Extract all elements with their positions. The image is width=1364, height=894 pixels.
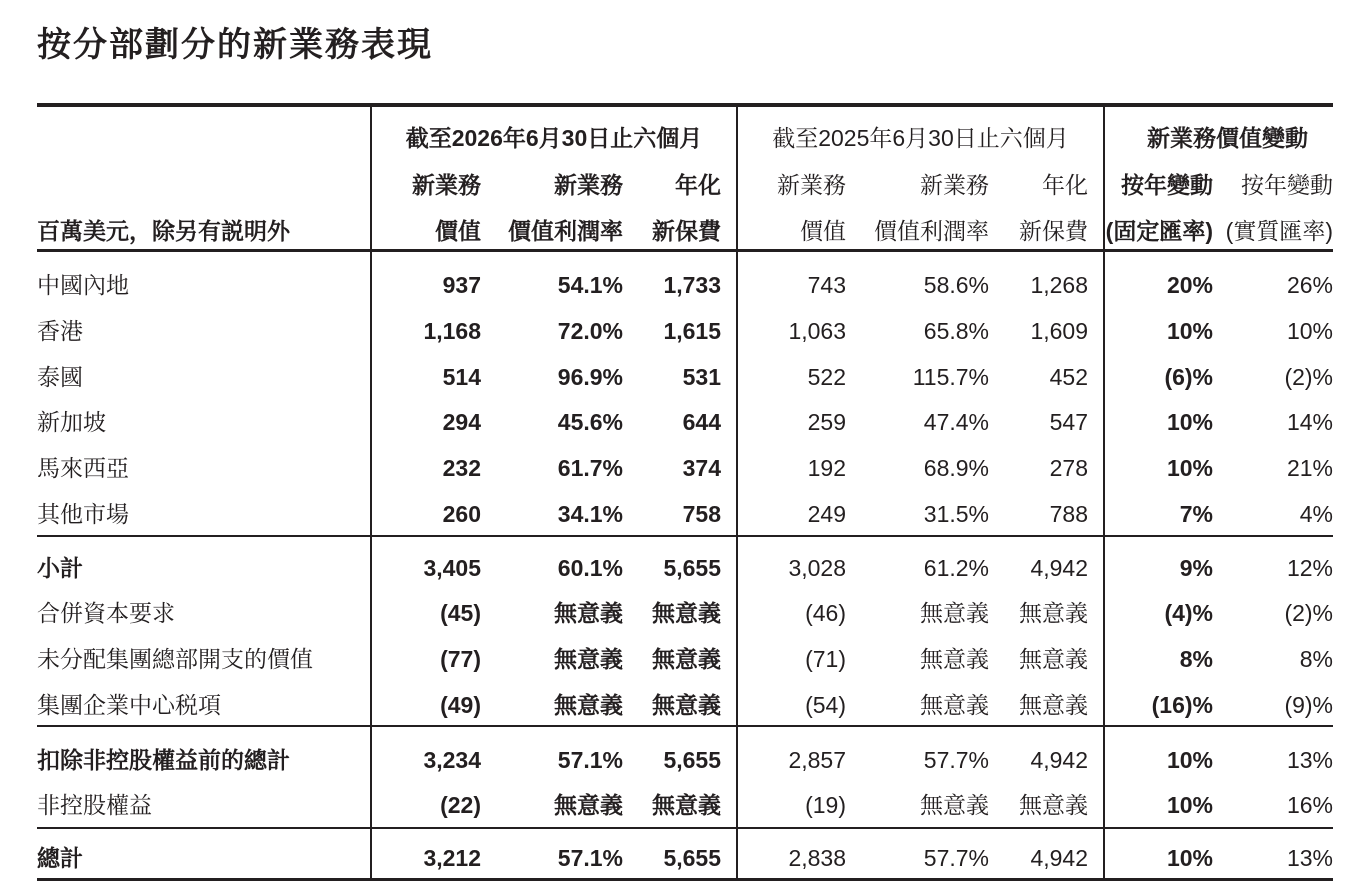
nbv-margin-2026-header-sub: 價值利潤率 [508, 218, 623, 244]
change-actual-fx-cell: 8% [1299, 646, 1333, 672]
apeo-2026-cell: 無意義 [652, 600, 721, 626]
nbv-margin-2025-cell: 47.4% [923, 409, 989, 435]
nbv-margin-2026-cell: 34.1% [557, 501, 623, 527]
nbv-2025-cell: 249 [807, 501, 846, 527]
apeo-2026-cell: 無意義 [652, 646, 721, 672]
change-constant-fx-cell: 10% [1166, 409, 1213, 435]
page-title: 按分部劃分的新業務表現 [37, 26, 433, 64]
apeo-2025-header: 年化 [1042, 172, 1088, 198]
nbv-margin-2025-cell: 65.8% [923, 318, 989, 344]
nbv-2026-cell: 1,168 [423, 318, 481, 344]
apeo-2026-cell: 374 [682, 455, 721, 481]
change-actual-fx-cell: (9)% [1284, 692, 1333, 718]
apeo-2025-cell: 1,268 [1030, 272, 1088, 298]
nbv-2025-cell: (19) [805, 792, 846, 818]
apeo-2025-cell: 547 [1049, 409, 1088, 435]
apeo-2025-cell: 無意義 [1019, 692, 1088, 718]
change-constant-fx-cell: 10% [1166, 455, 1213, 481]
change-constant-fx-cell: 7% [1179, 501, 1213, 527]
row-label: 總計 [37, 845, 83, 871]
row-label: 香港 [37, 318, 83, 344]
nbv-2026-header-sub: 價值 [435, 218, 481, 244]
nbv-margin-2025-cell: 無意義 [920, 646, 989, 672]
nbv-2026-cell: 937 [442, 272, 481, 298]
apeo-2026-cell: 5,655 [663, 747, 721, 773]
nbv-margin-2026-cell: 無意義 [554, 600, 623, 626]
change-actual-fx-cell: 16% [1286, 792, 1333, 818]
nbv-2026-cell: (49) [440, 692, 481, 718]
change-constant-fx-cell: 10% [1166, 845, 1213, 871]
nbv-2026-header: 新業務 [412, 172, 481, 198]
change-actual-fx-cell: 4% [1299, 501, 1333, 527]
change-constant-fx-cell: (6)% [1164, 364, 1213, 390]
change-constant-fx-cell: (16)% [1151, 692, 1213, 718]
nbv-2025-cell: (71) [805, 646, 846, 672]
table-row [37, 688, 1333, 722]
period-2025-header: 截至2025年6月30日止六個月 [772, 125, 1069, 151]
nbv-margin-2025-cell: 58.6% [923, 272, 989, 298]
change-constant-fx-header: 按年變動 [1121, 172, 1213, 198]
apeo-2026-cell: 644 [682, 409, 721, 435]
nbv-margin-2026-cell: 無意義 [554, 692, 623, 718]
row-label: 馬來西亞 [37, 455, 129, 481]
apeo-2025-cell: 無意義 [1019, 646, 1088, 672]
period-2026-header: 截至2026年6月30日止六個月 [405, 125, 703, 151]
nbv-2026-cell: 232 [442, 455, 481, 481]
apeo-2025-cell: 788 [1049, 501, 1088, 527]
change-actual-fx-cell: 21% [1286, 455, 1333, 481]
change-constant-fx-cell: 9% [1179, 555, 1213, 581]
apeo-2025-cell: 4,942 [1030, 747, 1088, 773]
change-actual-fx-cell: 26% [1286, 272, 1333, 298]
table-row [37, 314, 1333, 348]
nbv-2025-cell: (46) [805, 600, 846, 626]
nbv-2025-header-sub: 價值 [800, 218, 846, 244]
nbv-2025-cell: 3,028 [788, 555, 846, 581]
nbv-margin-2026-cell: 57.1% [557, 747, 623, 773]
apeo-2025-cell: 無意義 [1019, 600, 1088, 626]
apeo-2025-cell: 4,942 [1030, 555, 1088, 581]
nbv-2025-cell: 2,838 [788, 845, 846, 871]
apeo-2025-cell: 278 [1049, 455, 1088, 481]
nbv-2026-cell: 260 [442, 501, 481, 527]
change-actual-fx-header: 按年變動 [1241, 172, 1333, 198]
header-row-line2 [37, 214, 1333, 248]
nbv-margin-2026-cell: 61.7% [557, 455, 623, 481]
change-constant-fx-cell: 10% [1166, 318, 1213, 344]
apeo-2026-cell: 531 [682, 364, 721, 390]
row-label: 小計 [37, 555, 83, 581]
row-label: 中國內地 [37, 272, 129, 298]
nbv-margin-2025-cell: 無意義 [920, 692, 989, 718]
nbv-margin-2026-cell: 無意義 [554, 646, 623, 672]
apeo-2025-cell: 無意義 [1019, 792, 1088, 818]
nbv-margin-2025-header: 新業務 [920, 172, 989, 198]
nbv-margin-2026-cell: 54.1% [557, 272, 623, 298]
new-business-table [37, 103, 1333, 881]
apeo-2026-cell: 無意義 [652, 692, 721, 718]
nbv-2026-cell: 514 [442, 364, 481, 390]
table-top-rule [37, 103, 1333, 107]
table-row [37, 596, 1333, 630]
nbv-margin-2026-cell: 無意義 [554, 792, 623, 818]
apeo-2026-cell: 5,655 [663, 555, 721, 581]
row-label: 合併資本要求 [37, 600, 175, 626]
row-label: 未分配集團總部開支的價值 [37, 646, 313, 672]
apeo-2025-cell: 452 [1049, 364, 1088, 390]
apeo-2025-cell: 4,942 [1030, 845, 1088, 871]
nbv-2025-header: 新業務 [777, 172, 846, 198]
nbv-margin-2026-cell: 57.1% [557, 845, 623, 871]
header-row-line1 [37, 168, 1333, 202]
nbv-2026-cell: 3,234 [423, 747, 481, 773]
change-actual-fx-cell: 13% [1286, 845, 1333, 871]
nbv-2025-cell: (54) [805, 692, 846, 718]
apeo-2026-cell: 1,615 [663, 318, 721, 344]
row-label: 泰國 [37, 364, 83, 390]
apeo-2026-cell: 5,655 [663, 845, 721, 871]
change-constant-fx-cell: (4)% [1164, 600, 1213, 626]
header-blank [37, 168, 371, 202]
group-divider [37, 827, 1333, 829]
nbv-margin-2025-cell: 115.7% [912, 364, 989, 390]
nbv-margin-2025-cell: 57.7% [923, 845, 989, 871]
nbv-margin-2025-cell: 61.2% [923, 555, 989, 581]
nbv-margin-2026-cell: 96.9% [557, 364, 623, 390]
table-row [37, 497, 1333, 531]
nbv-margin-2025-header-sub: 價值利潤率 [874, 218, 989, 244]
change-actual-fx-cell: 10% [1286, 318, 1333, 344]
table-row [37, 268, 1333, 302]
change-actual-fx-cell: (2)% [1284, 600, 1333, 626]
nbv-margin-2025-cell: 68.9% [923, 455, 989, 481]
nbv-2026-cell: 3,212 [423, 845, 481, 871]
apeo-2026-header: 年化 [675, 172, 721, 198]
change-group-header: 新業務價值變動 [1147, 125, 1308, 151]
nbv-2026-cell: (77) [440, 646, 481, 672]
change-actual-fx-cell: 14% [1286, 409, 1333, 435]
row-label: 其他市場 [37, 501, 129, 527]
nbv-2025-cell: 743 [807, 272, 846, 298]
group-divider [37, 535, 1333, 537]
header-blank [37, 121, 371, 155]
nbv-margin-2025-cell: 57.7% [923, 747, 989, 773]
row-label: 扣除非控股權益前的總計 [37, 747, 290, 773]
change-constant-fx-cell: 10% [1166, 747, 1213, 773]
nbv-2025-cell: 522 [807, 364, 846, 390]
nbv-margin-2025-cell: 無意義 [920, 792, 989, 818]
nbv-2025-cell: 259 [807, 409, 846, 435]
nbv-2026-cell: (22) [440, 792, 481, 818]
change-constant-fx-cell: 8% [1179, 646, 1213, 672]
header-bottom-rule [37, 249, 1333, 252]
nbv-2025-cell: 1,063 [788, 318, 846, 344]
change-constant-fx-cell: 20% [1166, 272, 1213, 298]
table-row [37, 360, 1333, 394]
change-actual-fx-cell: (2)% [1284, 364, 1333, 390]
apeo-2026-cell: 無意義 [652, 792, 721, 818]
table-row [37, 642, 1333, 676]
nbv-2026-cell: 3,405 [423, 555, 481, 581]
change-actual-fx-header-sub: (實質匯率) [1225, 218, 1333, 244]
nbv-margin-2026-cell: 72.0% [557, 318, 623, 344]
apeo-2025-cell: 1,609 [1030, 318, 1088, 344]
nbv-2025-cell: 2,857 [788, 747, 846, 773]
row-label: 新加坡 [37, 409, 106, 435]
nbv-2025-cell: 192 [807, 455, 846, 481]
nbv-margin-2026-cell: 60.1% [557, 555, 623, 581]
change-constant-fx-cell: 10% [1166, 792, 1213, 818]
table-bottom-rule [37, 878, 1333, 881]
nbv-margin-2025-cell: 無意義 [920, 600, 989, 626]
nbv-2026-cell: (45) [440, 600, 481, 626]
grand-total-row [37, 841, 1333, 875]
group-divider [37, 725, 1333, 727]
subtotal-row [37, 551, 1333, 585]
nbv-2026-cell: 294 [442, 409, 481, 435]
table-row [37, 788, 1333, 822]
change-constant-fx-header-sub: (固定匯率) [1105, 218, 1213, 244]
nbv-margin-2025-cell: 31.5% [923, 501, 989, 527]
apeo-2026-cell: 1,733 [663, 272, 721, 298]
nbv-margin-2026-header: 新業務 [554, 172, 623, 198]
row-label: 集團企業中心税項 [37, 692, 221, 718]
header-row-periods [37, 121, 1333, 155]
table-row [37, 451, 1333, 485]
nbv-margin-2026-cell: 45.6% [557, 409, 623, 435]
apeo-2026-cell: 758 [682, 501, 721, 527]
table-row [37, 405, 1333, 439]
unit-label: 百萬美元，除另有説明外 [37, 218, 290, 244]
apeo-2025-header-sub: 新保費 [1019, 218, 1088, 244]
change-actual-fx-cell: 13% [1286, 747, 1333, 773]
change-actual-fx-cell: 12% [1286, 555, 1333, 581]
total-before-nci-row [37, 743, 1333, 777]
row-label: 非控股權益 [37, 792, 152, 818]
apeo-2026-header-sub: 新保費 [652, 218, 721, 244]
